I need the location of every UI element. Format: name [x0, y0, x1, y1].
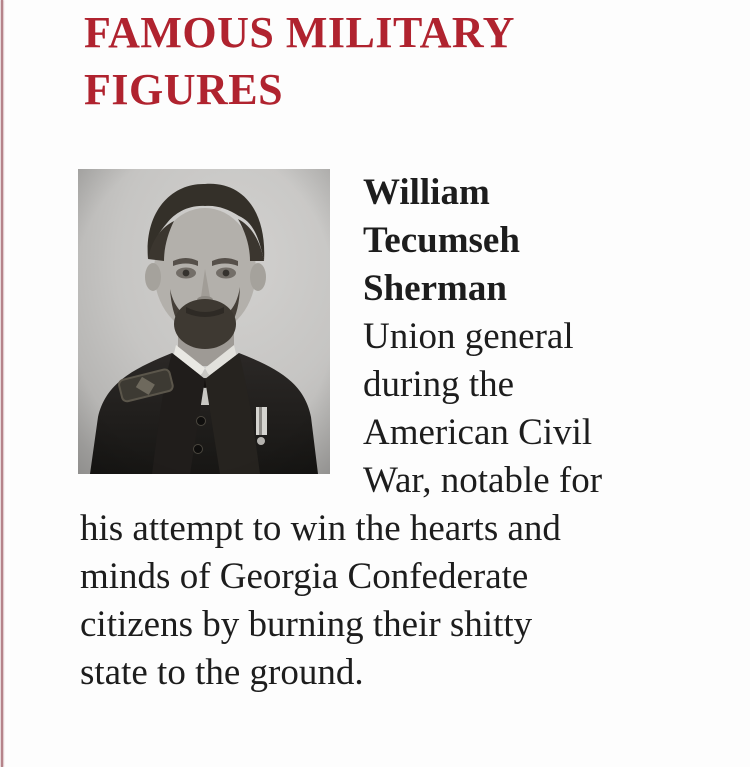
figure-description-line: during the: [363, 364, 515, 405]
figure-description-line: War, notable for: [363, 460, 603, 501]
military-figure-entry: [80, 169, 700, 697]
figure-description-line: his attempt to win the hearts and: [80, 508, 561, 549]
figure-description-line: Union general: [363, 316, 574, 357]
page-edge-line: [1, 0, 3, 767]
figure-name-line: William: [363, 172, 490, 213]
sherman-portrait-photo: [78, 169, 330, 474]
portrait-photo-image: [78, 169, 330, 474]
figure-description-line: citizens by burning their shitty: [80, 604, 533, 645]
figure-description-line: state to the ground.: [80, 652, 364, 693]
figure-description-line: American Civil: [363, 412, 593, 453]
section-heading: [84, 4, 700, 118]
figure-name-line: Sherman: [363, 268, 507, 309]
figure-description-line: minds of Georgia Confederate: [80, 556, 529, 597]
figure-name-line: Tecumseh: [363, 220, 520, 261]
section-heading-line-2: FIGURES: [84, 65, 284, 114]
section-heading-line-1: FAMOUS MILITARY: [84, 8, 515, 57]
